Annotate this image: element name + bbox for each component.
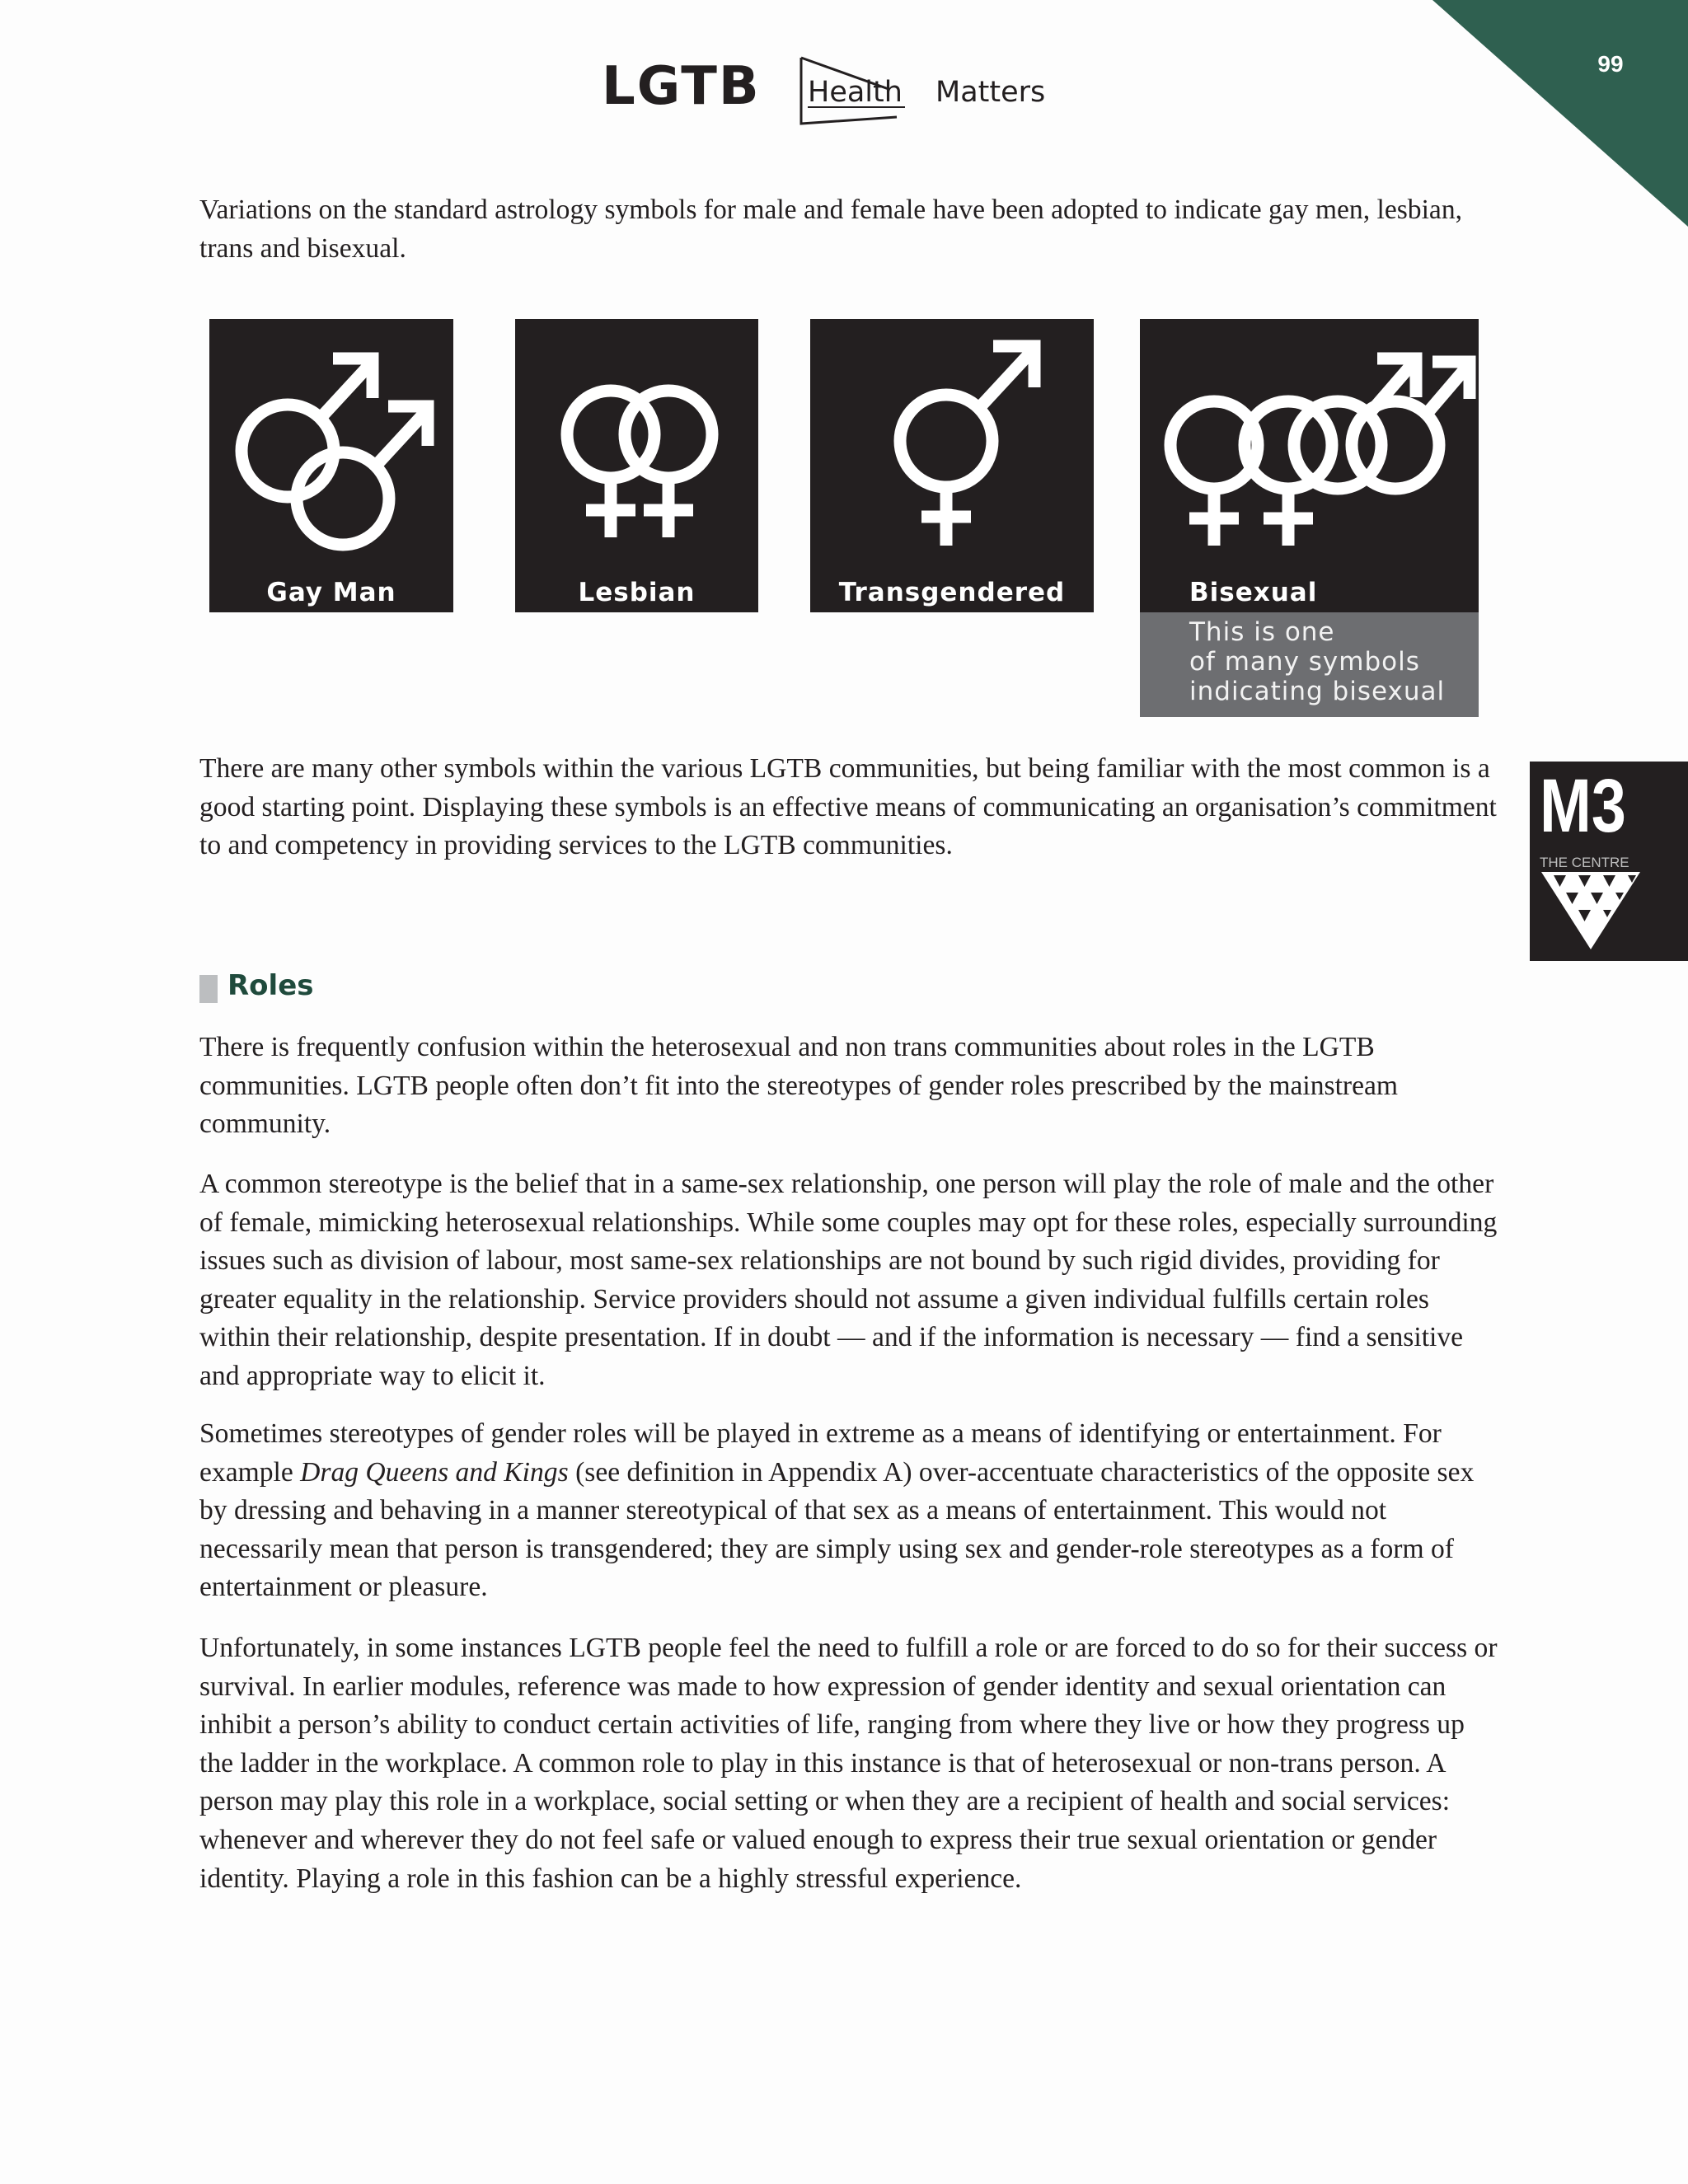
symbol-label-gay-man: Gay Man	[266, 578, 396, 607]
page-number: 99	[1597, 51, 1624, 77]
roles-paragraph-4: Unfortunately, in some instances LGTB people feel the need to fulfill a role or are forced to do so for their success or survival. In earlier modules, reference was made to how expression of gender identity and sexual orientation can inhibit a person’s ability to conduct certain activities of life, ranging from where they live or how they progress up the ladder in the workplace. A common role to play in this instance is that of heterosexual or non-trans person. A person may play this role in a workplace, social setting or when they are a recipient of health and social services: whenever and wherever they do not feel safe or valued enough to express their true sexual orientation or gender identity. Playing a role in this fashion can be a highly stressful experience.	[199, 1633, 1498, 1894]
the-centre-logo-icon	[1541, 867, 1640, 949]
module-code: M3	[1540, 764, 1626, 848]
gay-man-symbol-icon	[209, 319, 453, 566]
bisexual-note	[1140, 612, 1479, 717]
transgender-symbol-icon	[810, 319, 1094, 566]
module-tab	[1530, 762, 1688, 961]
masthead-logo	[602, 49, 1096, 132]
symbol-label-bisexual: Bisexual	[1189, 578, 1318, 607]
symbol-card-lesbian	[515, 319, 758, 612]
roles-paragraph-3-end: (see definition in Appendix A) over-accentuate characteristics of the opposite sex by dressing and behaving in a manner stereotypical of that sex as a means of entertainment. This would not necessarily mean that person is transgendered; they are simply using sex and gender-role stereotypes as a form of entertainment or pleasure.	[199, 1456, 1475, 1603]
lesbian-symbol-icon	[515, 319, 758, 566]
roles-paragraph-3	[199, 1415, 1502, 1607]
symbols-paragraph: There are many other symbols within the various LGTB communities, but being familiar with the most common is a good starting point. Displaying these symbols is an effective means of communicating an organisation’s commitment to and competency in providing services to the LGTB communities.	[199, 753, 1497, 861]
roles-heading-marker	[199, 975, 218, 1003]
symbol-card-gay-man	[209, 319, 453, 612]
intro-paragraph: Variations on the standard astrology symbols for male and female have been adopted to indicate gay men, lesbian, trans and bisexual.	[199, 194, 1463, 264]
symbol-label-lesbian: Lesbian	[578, 578, 696, 607]
masthead-health: Health	[808, 76, 903, 109]
roles-paragraph-3-start: Sometimes stereotypes of gender roles will be played in extreme as a means of identifying or entertainment. For example	[199, 1418, 1442, 1488]
symbol-card-bisexual	[1140, 319, 1479, 612]
symbol-label-transgendered: Transgendered	[838, 578, 1066, 607]
bisexual-symbol-icon	[1140, 319, 1479, 566]
drag-queens-kings-term: Drag Queens and Kings	[300, 1456, 569, 1488]
masthead-matters: Matters	[935, 76, 1046, 109]
symbol-card-transgendered	[810, 319, 1094, 612]
bisexual-note-line: This is one	[1189, 617, 1335, 647]
module-org: THE CENTRE	[1540, 855, 1629, 870]
masthead-lgtb: LGTB	[602, 56, 761, 117]
roles-paragraph-2: A common stereotype is the belief that in a same-sex relationship, one person will play the role of male and the other of female, mimicking heterosexual relationships. While some couples may opt for these roles, especially surrounding issues such as division of labour, most same-sex relationships are not bound by such rigid divides, providing for greater equality in the relationship. Service providers should not assume a given individual fulfills certain roles within their relationship, despite presentation. If in doubt — and if the information is necessary — find a sensitive and appropriate way to elicit it.	[199, 1169, 1498, 1391]
bisexual-note-line: indicating bisexual	[1189, 677, 1446, 706]
roles-paragraph-1: There is frequently confusion within the heterosexual and non trans communities about roles in the LGTB communities. LGTB people often don’t fit into the stereotypes of gender roles prescribed by the mainstream community.	[199, 1032, 1399, 1140]
bisexual-note-line: of many symbols	[1189, 647, 1420, 677]
roles-heading: Roles	[227, 969, 314, 1002]
